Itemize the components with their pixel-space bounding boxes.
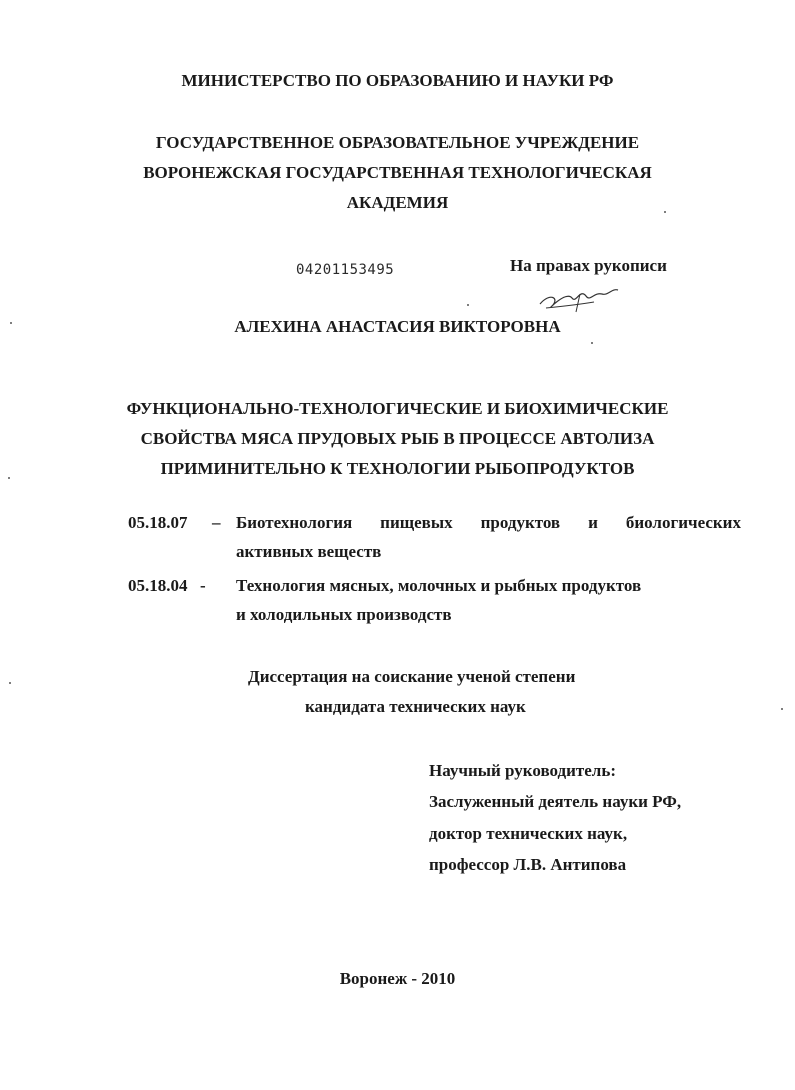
scan-speck	[664, 211, 666, 213]
word: Биотехнология	[236, 513, 353, 532]
specialty-code-1: 05.18.07	[128, 513, 188, 532]
author-name: АЛЕХИНА АНАСТАСИЯ ВИКТОРОВНА	[234, 317, 561, 336]
ministry-heading: МИНИСТЕРСТВО ПО ОБРАЗОВАНИЮ И НАУКИ РФ	[181, 71, 614, 90]
catalog-number: 04201153495	[296, 262, 395, 278]
supervisor-name: профессор Л.В. Антипова	[429, 855, 627, 874]
specialty-name-1-line-1	[236, 513, 741, 533]
institution-line-3: АКАДЕМИЯ	[346, 193, 449, 212]
scan-speck	[8, 477, 10, 479]
specialty-code-2: 05.18.04	[128, 576, 188, 595]
institution-line-1: ГОСУДАРСТВЕННОЕ ОБРАЗОВАТЕЛЬНОЕ УЧРЕЖДЕНИЕ	[155, 133, 640, 152]
scan-speck	[9, 682, 11, 684]
supervisor-heading: Научный руководитель:	[429, 761, 616, 780]
specialty-dash-1: –	[212, 513, 221, 532]
institution-line-2: ВОРОНЕЖСКАЯ ГОСУДАРСТВЕННАЯ ТЕХНОЛОГИЧЕСКАЯ	[143, 163, 652, 182]
scan-speck	[467, 304, 469, 306]
word: биологических	[625, 513, 741, 532]
thesis-title-line-1: ФУНКЦИОНАЛЬНО-ТЕХНОЛОГИЧЕСКИЕ И БИОХИМИЧЕСКИЕ	[126, 399, 669, 418]
specialty-name-1-line-2: активных веществ	[236, 542, 382, 561]
word: продуктов	[480, 513, 561, 532]
scan-speck	[10, 322, 12, 324]
signature-icon	[536, 280, 621, 316]
specialty-name-2-line-2: и холодильных производств	[236, 605, 452, 624]
city-year: Воронеж - 2010	[339, 969, 456, 988]
thesis-title-line-2: СВОЙСТВА МЯСА ПРУДОВЫХ РЫБ В ПРОЦЕССЕ АВТОЛИЗА	[140, 429, 655, 448]
thesis-title-line-3: ПРИМИНИТЕЛЬНО К ТЕХНОЛОГИИ РЫБОПРОДУКТОВ	[160, 459, 635, 478]
specialty-dash-2: -	[200, 576, 206, 595]
dissertation-line-1: Диссертация на соискание ученой степени	[248, 667, 576, 686]
supervisor-degree: доктор технических наук,	[429, 824, 628, 843]
dissertation-line-2: кандидата технических наук	[305, 697, 526, 716]
word: и	[588, 513, 598, 532]
supervisor-honor: Заслуженный деятель науки РФ,	[429, 792, 682, 811]
word: пищевых	[380, 513, 453, 532]
manuscript-rights: На правах рукописи	[510, 256, 667, 275]
scan-speck	[781, 708, 783, 710]
scan-speck	[591, 342, 593, 344]
specialty-name-2-line-1: Технология мясных, молочных и рыбных продуктов	[236, 576, 642, 595]
